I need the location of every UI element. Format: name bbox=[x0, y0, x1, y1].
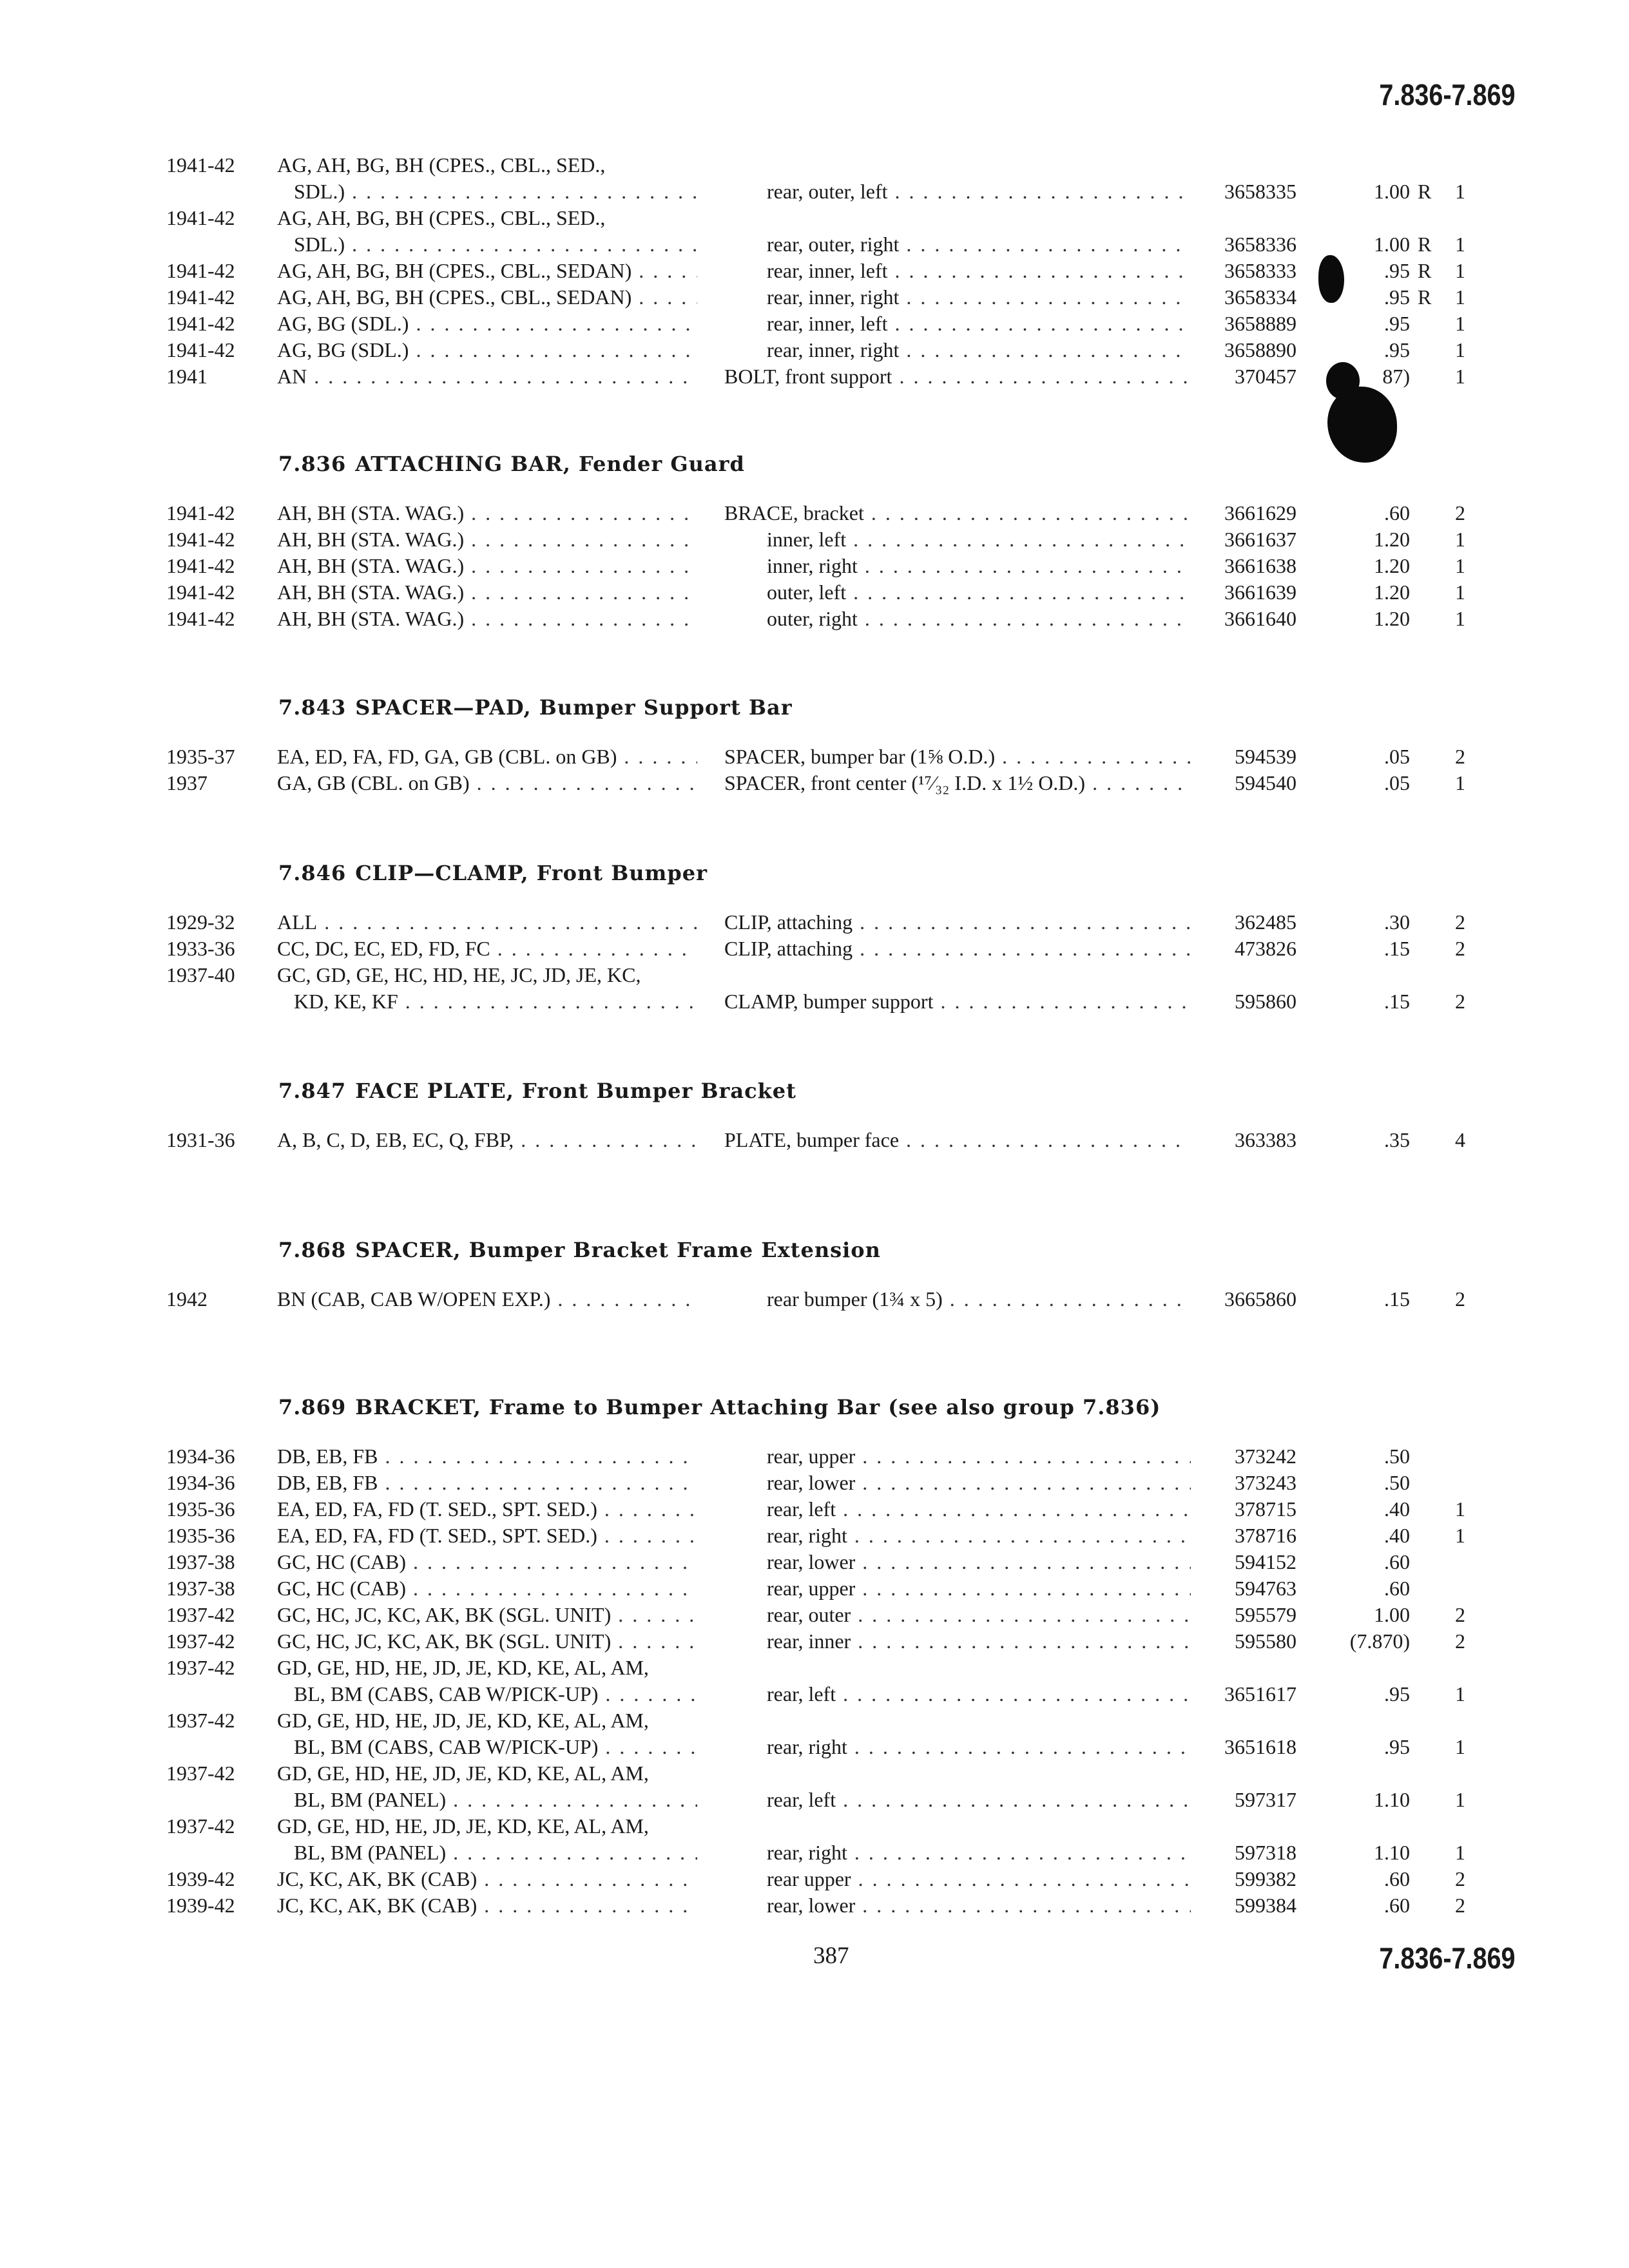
quantity-cell: 2 bbox=[1455, 990, 1465, 1013]
parts-row bbox=[0, 1628, 1629, 1655]
parts-row bbox=[0, 1892, 1629, 1919]
parts-row bbox=[0, 744, 1629, 770]
description-cell: rear, inner, left . . . bbox=[767, 258, 1191, 284]
description-cell: BRACE, bracket . . . bbox=[724, 500, 1191, 526]
year-cell: 1941-42 bbox=[166, 528, 235, 551]
model-cell: GC, HC (CAB) . . . bbox=[277, 1575, 697, 1602]
model-cell: BL, BM (PANEL) . . . bbox=[294, 1840, 697, 1866]
parts-row bbox=[0, 231, 1629, 258]
description-cell: BOLT, front support . . . bbox=[724, 363, 1191, 390]
description-cell: rear upper . . . bbox=[767, 1866, 1191, 1892]
model-cell: AG, AH, BG, BH (CPES., CBL., SED., bbox=[277, 153, 606, 177]
part-number-cell: 378716 bbox=[1235, 1524, 1296, 1547]
description-cell: CLIP, attaching . . . bbox=[724, 909, 1191, 936]
parts-row bbox=[0, 1866, 1629, 1892]
description-cell: outer, right . . . bbox=[767, 606, 1191, 632]
model-cell: AG, AH, BG, BH (CPES., CBL., SED., bbox=[277, 206, 606, 229]
parts-row bbox=[0, 606, 1629, 632]
parts-row bbox=[0, 178, 1629, 205]
price-cell: .60 bbox=[1384, 1577, 1410, 1600]
price-cell: 1.20 bbox=[1374, 581, 1410, 604]
description-cell: rear, left . . . bbox=[767, 1787, 1191, 1813]
quantity-cell: 1 bbox=[1455, 312, 1465, 335]
model-cell: AN . . . bbox=[277, 363, 697, 390]
description-cell: inner, left . . . bbox=[767, 526, 1191, 553]
description-cell: rear, inner, right . . . bbox=[767, 284, 1191, 311]
year-cell: 1941-42 bbox=[166, 607, 235, 630]
price-cell: 87) bbox=[1382, 365, 1410, 388]
model-cell: SDL.) . . . bbox=[294, 178, 697, 205]
year-cell: 1934-36 bbox=[166, 1471, 235, 1494]
quantity-cell: 1 bbox=[1455, 180, 1465, 203]
model-cell: EA, ED, FA, FD (T. SED., SPT. SED.) . . . bbox=[277, 1496, 697, 1523]
price-cell: 1.20 bbox=[1374, 607, 1410, 630]
year-cell: 1935-36 bbox=[166, 1524, 235, 1547]
quantity-cell: 2 bbox=[1455, 1867, 1465, 1890]
description-cell: rear, right . . . bbox=[767, 1734, 1191, 1760]
section-number: 7.868 bbox=[278, 1238, 347, 1262]
model-cell: AH, BH (STA. WAG.) . . . bbox=[277, 579, 697, 606]
parts-row bbox=[0, 1496, 1629, 1523]
section-number: 7.847 bbox=[278, 1079, 347, 1103]
model-cell: KD, KE, KF . . . bbox=[294, 988, 697, 1015]
description-cell: rear, left . . . bbox=[767, 1496, 1191, 1523]
replacement-flag-cell: R bbox=[1418, 259, 1432, 282]
quantity-cell: 2 bbox=[1455, 501, 1465, 524]
year-cell: 1934-36 bbox=[166, 1445, 235, 1468]
replacement-flag-cell: R bbox=[1418, 233, 1432, 256]
model-cell: AG, BG (SDL.) . . . bbox=[277, 337, 697, 363]
description-cell: rear, lower . . . bbox=[767, 1470, 1191, 1496]
parts-row bbox=[0, 311, 1629, 337]
parts-row bbox=[0, 936, 1629, 962]
description-cell: rear, right . . . bbox=[767, 1840, 1191, 1866]
description-cell: rear, upper . . . bbox=[767, 1575, 1191, 1602]
quantity-cell: 2 bbox=[1455, 910, 1465, 934]
quantity-cell: 1 bbox=[1455, 771, 1465, 794]
price-cell: 1.00 bbox=[1374, 233, 1410, 256]
price-cell: .60 bbox=[1384, 1550, 1410, 1573]
part-number-cell: 3658333 bbox=[1224, 259, 1296, 282]
part-number-cell: 595860 bbox=[1235, 990, 1296, 1013]
year-cell: 1942 bbox=[166, 1287, 207, 1311]
section-title-text: SPACER—PAD, Bumper Support Bar bbox=[355, 695, 793, 720]
parts-row bbox=[0, 1681, 1629, 1707]
parts-row-wrap bbox=[0, 1707, 1629, 1734]
parts-row bbox=[0, 258, 1629, 284]
quantity-cell: 1 bbox=[1455, 233, 1465, 256]
year-cell: 1941-42 bbox=[166, 206, 235, 229]
model-cell: BL, BM (PANEL) . . . bbox=[294, 1787, 697, 1813]
price-cell: 1.10 bbox=[1374, 1788, 1410, 1811]
price-cell: .40 bbox=[1384, 1497, 1410, 1521]
year-cell: 1937-38 bbox=[166, 1550, 235, 1573]
section-number: 7.843 bbox=[278, 695, 347, 720]
part-number-cell: 370457 bbox=[1235, 365, 1296, 388]
part-number-cell: 3665860 bbox=[1224, 1287, 1296, 1311]
price-cell: .60 bbox=[1384, 501, 1410, 524]
model-cell: GD, GE, HD, HE, JD, JE, KD, KE, AL, AM, bbox=[277, 1814, 649, 1838]
parts-row-wrap bbox=[0, 1813, 1629, 1840]
year-cell: 1941-42 bbox=[166, 338, 235, 361]
parts-row bbox=[0, 526, 1629, 553]
quantity-cell: 1 bbox=[1455, 1841, 1465, 1864]
year-cell: 1939-42 bbox=[166, 1867, 235, 1890]
description-cell: rear, outer . . . bbox=[767, 1602, 1191, 1628]
model-cell: GC, GD, GE, HC, HD, HE, JC, JD, JE, KC, bbox=[277, 963, 641, 986]
part-number-cell: 595579 bbox=[1235, 1603, 1296, 1626]
model-cell: AG, AH, BG, BH (CPES., CBL., SEDAN) . . . bbox=[277, 284, 697, 311]
price-cell: 1.00 bbox=[1374, 180, 1410, 203]
quantity-cell: 1 bbox=[1455, 581, 1465, 604]
model-cell: SDL.) . . . bbox=[294, 231, 697, 258]
page-footer-range: 7.836-7.869 bbox=[1379, 1941, 1516, 1975]
part-number-cell: 3661639 bbox=[1224, 581, 1296, 604]
model-cell: JC, KC, AK, BK (CAB) . . . bbox=[277, 1866, 697, 1892]
part-number-cell: 594540 bbox=[1235, 771, 1296, 794]
replacement-flag-cell: R bbox=[1418, 180, 1432, 203]
section-heading bbox=[278, 451, 745, 477]
description-cell: CLIP, attaching . . . bbox=[724, 936, 1191, 962]
description-cell: rear, outer, right . . . bbox=[767, 231, 1191, 258]
quantity-cell: 1 bbox=[1455, 1682, 1465, 1706]
part-number-cell: 3651618 bbox=[1224, 1735, 1296, 1758]
year-cell: 1937-38 bbox=[166, 1577, 235, 1600]
price-cell: .95 bbox=[1384, 338, 1410, 361]
year-cell: 1935-36 bbox=[166, 1497, 235, 1521]
quantity-cell: 1 bbox=[1455, 1788, 1465, 1811]
parts-row-wrap bbox=[0, 152, 1629, 178]
description-cell: SPACER, bumper bar (1⅝ O.D.) . . . bbox=[724, 744, 1191, 770]
parts-row bbox=[0, 1602, 1629, 1628]
section-number: 7.869 bbox=[278, 1395, 347, 1419]
price-cell: .95 bbox=[1384, 259, 1410, 282]
year-cell: 1937-42 bbox=[166, 1656, 235, 1679]
parts-row bbox=[0, 1127, 1629, 1153]
section-title-text: FACE PLATE, Front Bumper Bracket bbox=[355, 1079, 796, 1103]
quantity-cell: 1 bbox=[1455, 528, 1465, 551]
price-cell: .05 bbox=[1384, 745, 1410, 768]
description-cell: outer, left . . . bbox=[767, 579, 1191, 606]
parts-row-wrap bbox=[0, 1760, 1629, 1787]
year-cell: 1937-42 bbox=[166, 1709, 235, 1732]
parts-row bbox=[0, 1470, 1629, 1496]
parts-row bbox=[0, 1734, 1629, 1760]
model-cell: DB, EB, FB . . . bbox=[277, 1443, 697, 1470]
price-cell: .95 bbox=[1384, 285, 1410, 309]
model-cell: AH, BH (STA. WAG.) . . . bbox=[277, 526, 697, 553]
part-number-cell: 594539 bbox=[1235, 745, 1296, 768]
price-cell: .50 bbox=[1384, 1471, 1410, 1494]
page-header-range: 7.836-7.869 bbox=[1379, 78, 1516, 111]
part-number-cell: 599384 bbox=[1235, 1894, 1296, 1917]
year-cell: 1941 bbox=[166, 365, 207, 388]
parts-row bbox=[0, 500, 1629, 526]
year-cell: 1941-42 bbox=[166, 581, 235, 604]
price-cell: .30 bbox=[1384, 910, 1410, 934]
part-number-cell: 3661640 bbox=[1224, 607, 1296, 630]
section-title-text: SPACER, Bumper Bracket Frame Extension bbox=[355, 1238, 881, 1262]
description-cell: CLAMP, bumper support . . . bbox=[724, 988, 1191, 1015]
description-cell: inner, right . . . bbox=[767, 553, 1191, 579]
year-cell: 1941-42 bbox=[166, 312, 235, 335]
model-cell: GD, GE, HD, HE, JD, JE, KD, KE, AL, AM, bbox=[277, 1656, 649, 1679]
section-number: 7.846 bbox=[278, 861, 347, 885]
description-cell: rear, inner . . . bbox=[767, 1628, 1191, 1655]
year-cell: 1939-42 bbox=[166, 1894, 235, 1917]
part-number-cell: 599382 bbox=[1235, 1867, 1296, 1890]
section-heading bbox=[278, 695, 793, 721]
price-cell: .35 bbox=[1384, 1128, 1410, 1151]
part-number-cell: 473826 bbox=[1235, 937, 1296, 960]
section-title-text: ATTACHING BAR, Fender Guard bbox=[355, 452, 745, 476]
quantity-cell: 1 bbox=[1455, 554, 1465, 577]
part-number-cell: 3658889 bbox=[1224, 312, 1296, 335]
part-number-cell: 594763 bbox=[1235, 1577, 1296, 1600]
model-cell: CC, DC, EC, ED, FD, FC . . . bbox=[277, 936, 697, 962]
price-cell: .15 bbox=[1384, 1287, 1410, 1311]
model-cell: BL, BM (CABS, CAB W/PICK-UP) . . . bbox=[294, 1734, 697, 1760]
model-cell: GC, HC (CAB) . . . bbox=[277, 1549, 697, 1575]
description-cell: SPACER, front center (¹⁷⁄₃₂ I.D. x 1½ O.D.) . . . bbox=[724, 770, 1191, 796]
description-cell: rear, inner, right . . . bbox=[767, 337, 1191, 363]
part-number-cell: 362485 bbox=[1235, 910, 1296, 934]
parts-row bbox=[0, 770, 1629, 796]
parts-row bbox=[0, 284, 1629, 311]
replacement-flag-cell: R bbox=[1418, 285, 1432, 309]
quantity-cell: 1 bbox=[1455, 1735, 1465, 1758]
year-cell: 1941-42 bbox=[166, 153, 235, 177]
parts-row bbox=[0, 1575, 1629, 1602]
quantity-cell: 2 bbox=[1455, 1603, 1465, 1626]
model-cell: BN (CAB, CAB W/OPEN EXP.) . . . bbox=[277, 1286, 697, 1312]
section-heading bbox=[278, 1078, 796, 1104]
price-cell: .50 bbox=[1384, 1445, 1410, 1468]
quantity-cell: 1 bbox=[1455, 365, 1465, 388]
section-heading bbox=[278, 1237, 881, 1264]
quantity-cell: 1 bbox=[1455, 285, 1465, 309]
description-cell: rear, left . . . bbox=[767, 1681, 1191, 1707]
section-title-text: CLIP—CLAMP, Front Bumper bbox=[355, 861, 708, 885]
year-cell: 1937 bbox=[166, 771, 207, 794]
quantity-cell: 1 bbox=[1455, 259, 1465, 282]
quantity-cell: 2 bbox=[1455, 1629, 1465, 1653]
part-number-cell: 3661638 bbox=[1224, 554, 1296, 577]
year-cell: 1929-32 bbox=[166, 910, 235, 934]
price-cell: .95 bbox=[1384, 1682, 1410, 1706]
model-cell: EA, ED, FA, FD, GA, GB (CBL. on GB) . . . bbox=[277, 744, 697, 770]
page-number: 387 bbox=[813, 1943, 849, 1969]
ink-blot bbox=[1327, 387, 1397, 463]
price-cell: .95 bbox=[1384, 1735, 1410, 1758]
model-cell: GD, GE, HD, HE, JD, JE, KD, KE, AL, AM, bbox=[277, 1709, 649, 1732]
quantity-cell: 1 bbox=[1455, 1524, 1465, 1547]
part-number-cell: 378715 bbox=[1235, 1497, 1296, 1521]
price-cell: 1.20 bbox=[1374, 528, 1410, 551]
year-cell: 1941-42 bbox=[166, 554, 235, 577]
model-cell: GC, HC, JC, KC, AK, BK (SGL. UNIT) . . . bbox=[277, 1602, 697, 1628]
parts-row bbox=[0, 579, 1629, 606]
part-number-cell: 3658890 bbox=[1224, 338, 1296, 361]
year-cell: 1941-42 bbox=[166, 285, 235, 309]
model-cell: DB, EB, FB . . . bbox=[277, 1470, 697, 1496]
price-cell: 1.00 bbox=[1374, 1603, 1410, 1626]
description-cell: PLATE, bumper face . . . bbox=[724, 1127, 1191, 1153]
quantity-cell: 1 bbox=[1455, 607, 1465, 630]
part-number-cell: 3658334 bbox=[1224, 285, 1296, 309]
price-cell: .95 bbox=[1384, 312, 1410, 335]
price-cell: .60 bbox=[1384, 1894, 1410, 1917]
model-cell: BL, BM (CABS, CAB W/PICK-UP) . . . bbox=[294, 1681, 697, 1707]
model-cell: AH, BH (STA. WAG.) . . . bbox=[277, 553, 697, 579]
description-cell: rear, upper . . . bbox=[767, 1443, 1191, 1470]
description-cell: rear bumper (1¾ x 5) . . . bbox=[767, 1286, 1191, 1312]
price-cell: .15 bbox=[1384, 990, 1410, 1013]
year-cell: 1937-42 bbox=[166, 1814, 235, 1838]
model-cell: GC, HC, JC, KC, AK, BK (SGL. UNIT) . . . bbox=[277, 1628, 697, 1655]
parts-row bbox=[0, 363, 1629, 390]
parts-row bbox=[0, 1787, 1629, 1813]
model-cell: JC, KC, AK, BK (CAB) . . . bbox=[277, 1892, 697, 1919]
model-cell: GD, GE, HD, HE, JD, JE, KD, KE, AL, AM, bbox=[277, 1762, 649, 1785]
part-number-cell: 3658336 bbox=[1224, 233, 1296, 256]
parts-row bbox=[0, 909, 1629, 936]
model-cell: AH, BH (STA. WAG.) . . . bbox=[277, 606, 697, 632]
model-cell: AH, BH (STA. WAG.) . . . bbox=[277, 500, 697, 526]
quantity-cell: 2 bbox=[1455, 745, 1465, 768]
parts-row bbox=[0, 1286, 1629, 1312]
part-number-cell: 597317 bbox=[1235, 1788, 1296, 1811]
year-cell: 1941-42 bbox=[166, 259, 235, 282]
model-cell: AG, BG (SDL.) . . . bbox=[277, 311, 697, 337]
parts-row-wrap bbox=[0, 205, 1629, 231]
model-cell: EA, ED, FA, FD (T. SED., SPT. SED.) . . . bbox=[277, 1523, 697, 1549]
year-cell: 1935-37 bbox=[166, 745, 235, 768]
year-cell: 1931-36 bbox=[166, 1128, 235, 1151]
parts-row-wrap bbox=[0, 1655, 1629, 1681]
quantity-cell: 1 bbox=[1455, 338, 1465, 361]
quantity-cell: 1 bbox=[1455, 1497, 1465, 1521]
parts-row bbox=[0, 1443, 1629, 1470]
quantity-cell: 2 bbox=[1455, 1894, 1465, 1917]
parts-row bbox=[0, 337, 1629, 363]
year-cell: 1941-42 bbox=[166, 501, 235, 524]
section-heading bbox=[278, 860, 708, 887]
quantity-cell: 4 bbox=[1455, 1128, 1465, 1151]
parts-row bbox=[0, 1549, 1629, 1575]
part-number-cell: 597318 bbox=[1235, 1841, 1296, 1864]
model-cell: AG, AH, BG, BH (CPES., CBL., SEDAN) . . . bbox=[277, 258, 697, 284]
section-heading bbox=[278, 1394, 1161, 1421]
part-number-cell: 373242 bbox=[1235, 1445, 1296, 1468]
description-cell: rear, inner, left . . . bbox=[767, 311, 1191, 337]
price-cell: (7.870) bbox=[1349, 1629, 1410, 1653]
part-number-cell: 3658335 bbox=[1224, 180, 1296, 203]
model-cell: ALL . . . bbox=[277, 909, 697, 936]
parts-row bbox=[0, 1523, 1629, 1549]
part-number-cell: 595580 bbox=[1235, 1629, 1296, 1653]
description-cell: rear, lower . . . bbox=[767, 1549, 1191, 1575]
parts-row-wrap bbox=[0, 962, 1629, 988]
parts-row bbox=[0, 553, 1629, 579]
price-cell: .15 bbox=[1384, 937, 1410, 960]
section-title-text: BRACKET, Frame to Bumper Attaching Bar (see also group 7.836) bbox=[355, 1395, 1161, 1419]
section-number: 7.836 bbox=[278, 452, 347, 476]
parts-row bbox=[0, 988, 1629, 1015]
price-cell: .05 bbox=[1384, 771, 1410, 794]
part-number-cell: 3651617 bbox=[1224, 1682, 1296, 1706]
price-cell: .40 bbox=[1384, 1524, 1410, 1547]
year-cell: 1937-42 bbox=[166, 1603, 235, 1626]
parts-row bbox=[0, 1840, 1629, 1866]
quantity-cell: 2 bbox=[1455, 1287, 1465, 1311]
quantity-cell: 2 bbox=[1455, 937, 1465, 960]
description-cell: rear, lower . . . bbox=[767, 1892, 1191, 1919]
part-number-cell: 594152 bbox=[1235, 1550, 1296, 1573]
price-cell: 1.10 bbox=[1374, 1841, 1410, 1864]
part-number-cell: 373243 bbox=[1235, 1471, 1296, 1494]
part-number-cell: 363383 bbox=[1235, 1128, 1296, 1151]
model-cell: A, B, C, D, EB, EC, Q, FBP, . . . bbox=[277, 1127, 697, 1153]
year-cell: 1937-42 bbox=[166, 1629, 235, 1653]
year-cell: 1933-36 bbox=[166, 937, 235, 960]
year-cell: 1937-42 bbox=[166, 1762, 235, 1785]
part-number-cell: 3661629 bbox=[1224, 501, 1296, 524]
ink-blot bbox=[1318, 255, 1344, 303]
part-number-cell: 3661637 bbox=[1224, 528, 1296, 551]
year-cell: 1937-40 bbox=[166, 963, 235, 986]
price-cell: .60 bbox=[1384, 1867, 1410, 1890]
model-cell: GA, GB (CBL. on GB) . . . bbox=[277, 770, 697, 796]
description-cell: rear, outer, left . . . bbox=[767, 178, 1191, 205]
price-cell: 1.20 bbox=[1374, 554, 1410, 577]
description-cell: rear, right . . . bbox=[767, 1523, 1191, 1549]
